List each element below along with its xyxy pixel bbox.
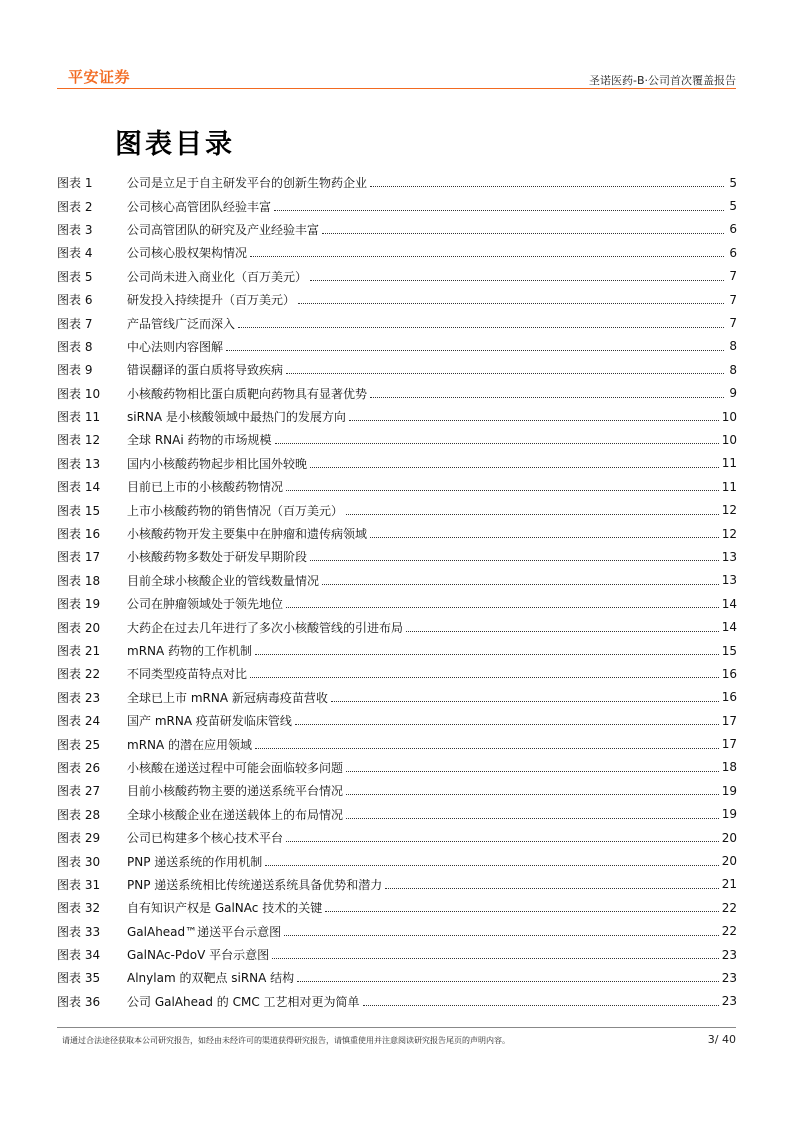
footer-disclaimer: 请通过合法途径获取本公司研究报告，如经由未经许可的渠道获得研究报告，请慎重使用并注意阅读研究报告尾页的声明内容。	[62, 1036, 510, 1045]
toc-entry[interactable]	[57, 662, 737, 685]
toc-entry-title: 公司 GalAhead 的 CMC 工艺相对更为简单	[127, 994, 360, 1009]
toc-entry[interactable]	[57, 405, 737, 428]
toc-entry[interactable]	[57, 896, 737, 919]
toc-entry-title: siRNA 是小核酸领域中最热门的发展方向	[127, 410, 346, 425]
toc-leader-dots	[370, 397, 724, 398]
toc-entry-page: 18	[721, 760, 737, 775]
toc-entry-page: 12	[721, 503, 737, 518]
toc-entry-page: 23	[721, 994, 737, 1009]
toc-entry-label: 图表 16	[57, 527, 101, 542]
toc-entry-title: 小核酸在递送过程中可能会面临较多问题	[127, 760, 344, 775]
toc-leader-dots	[284, 935, 719, 936]
toc-entry[interactable]	[57, 382, 737, 405]
toc-entry-label: 图表 34	[57, 948, 101, 963]
toc-leader-dots	[250, 256, 724, 257]
toc-entry-label: 图表 15	[57, 503, 101, 518]
toc-leader-dots	[363, 1005, 719, 1006]
toc-entry-label: 图表 32	[57, 901, 101, 916]
toc-entry-title: 公司在肿瘤领域处于领先地位	[127, 597, 284, 612]
toc-leader-dots	[286, 607, 719, 608]
toc-leader-dots	[349, 420, 719, 421]
toc-entry-page: 8	[729, 362, 737, 377]
toc-leader-dots	[310, 467, 719, 468]
toc-list	[57, 171, 737, 1013]
toc-entry-title: 大药企在过去几年进行了多次小核酸管线的引进布局	[127, 620, 404, 635]
toc-entry[interactable]	[57, 615, 737, 638]
header-divider	[57, 88, 736, 89]
toc-entry-label: 图表 17	[57, 550, 101, 565]
toc-leader-dots	[346, 514, 719, 515]
toc-entry-page: 20	[721, 854, 737, 869]
toc-entry-label: 图表 6	[57, 293, 93, 308]
toc-leader-dots	[325, 911, 719, 912]
toc-entry-title: 错误翻译的蛋白质将导致疾病	[127, 363, 284, 378]
toc-leader-dots	[250, 677, 719, 678]
toc-entry-label: 图表 22	[57, 667, 101, 682]
toc-entry-title: 产品管线广泛而深入	[127, 316, 236, 331]
toc-entry[interactable]	[57, 428, 737, 451]
toc-entry-page: 14	[721, 596, 737, 611]
toc-leader-dots	[310, 560, 719, 561]
toc-leader-dots	[331, 701, 719, 702]
toc-leader-dots	[310, 280, 724, 281]
toc-entry[interactable]	[57, 686, 737, 709]
toc-entry-title: 公司已构建多个核心技术平台	[127, 831, 284, 846]
page-number: 3/ 40	[707, 1033, 736, 1046]
toc-entry-label: 图表 5	[57, 269, 93, 284]
toc-entry[interactable]	[57, 218, 737, 241]
toc-entry[interactable]	[57, 452, 737, 475]
toc-entry-title: 公司核心高管团队经验丰富	[127, 199, 272, 214]
toc-entry-title: 公司是立足于自主研发平台的创新生物药企业	[127, 176, 368, 191]
toc-leader-dots	[226, 350, 724, 351]
toc-entry-title: mRNA 的潜在应用领域	[127, 737, 253, 752]
toc-leader-dots	[322, 233, 724, 234]
toc-entry-label: 图表 23	[57, 690, 101, 705]
toc-entry[interactable]	[57, 241, 737, 264]
toc-entry-page: 5	[729, 175, 737, 190]
toc-leader-dots	[265, 865, 718, 866]
toc-entry-page: 11	[721, 479, 737, 494]
toc-entry-page: 11	[721, 456, 737, 471]
toc-entry-title: 中心法则内容图解	[127, 339, 224, 354]
toc-entry-page: 15	[721, 643, 737, 658]
toc-entry[interactable]	[57, 498, 737, 521]
toc-entry-page: 23	[721, 970, 737, 985]
toc-entry-label: 图表 18	[57, 573, 101, 588]
toc-entry-page: 22	[721, 900, 737, 915]
toc-entry-page: 8	[729, 339, 737, 354]
toc-entry-title: 全球小核酸企业在递送载体上的布局情况	[127, 807, 344, 822]
toc-entry-label: 图表 29	[57, 831, 101, 846]
toc-leader-dots	[322, 584, 719, 585]
toc-leader-dots	[298, 303, 724, 304]
toc-entry-label: 图表 33	[57, 924, 101, 939]
toc-entry-title: 小核酸药物开发主要集中在肿瘤和遗传病领域	[127, 527, 368, 542]
toc-entry[interactable]	[57, 194, 737, 217]
toc-entry[interactable]	[57, 826, 737, 849]
toc-entry[interactable]	[57, 265, 737, 288]
toc-entry-title: 公司高管团队的研究及产业经验丰富	[127, 222, 320, 237]
toc-entry-label: 图表 20	[57, 620, 101, 635]
toc-entry-title: 自有知识产权是 GalNAc 技术的关键	[127, 901, 323, 916]
toc-entry[interactable]	[57, 873, 737, 896]
toc-entry-label: 图表 35	[57, 971, 101, 986]
page-title: 图表目录	[115, 129, 235, 160]
toc-entry[interactable]	[57, 943, 737, 966]
toc-leader-dots	[346, 794, 719, 795]
toc-entry-label: 图表 2	[57, 199, 93, 214]
toc-entry-label: 图表 14	[57, 480, 101, 495]
toc-entry-title: 全球已上市 mRNA 新冠病毒疫苗营收	[127, 690, 328, 705]
toc-entry[interactable]	[57, 288, 737, 311]
toc-entry-title: PNP 递送系统的作用机制	[127, 854, 263, 869]
toc-entry[interactable]	[57, 171, 737, 194]
toc-leader-dots	[370, 186, 724, 187]
toc-entry-title: 公司尚未进入商业化（百万美元）	[127, 269, 308, 284]
toc-entry[interactable]	[57, 545, 737, 568]
toc-entry[interactable]	[57, 920, 737, 943]
toc-entry-page: 19	[721, 807, 737, 822]
toc-entry-title: 目前全球小核酸企业的管线数量情况	[127, 573, 320, 588]
company-logo: 平安证券	[68, 68, 131, 86]
toc-entry-page: 17	[721, 713, 737, 728]
toc-entry-label: 图表 24	[57, 714, 101, 729]
toc-leader-dots	[255, 748, 719, 749]
toc-entry-title: 小核酸药物相比蛋白质靶向药物具有显著优势	[127, 386, 368, 401]
footer-divider	[57, 1027, 736, 1028]
toc-entry-page: 13	[721, 573, 737, 588]
toc-entry-title: 上市小核酸药物的销售情况（百万美元）	[127, 503, 344, 518]
toc-leader-dots	[255, 654, 719, 655]
toc-entry-label: 图表 7	[57, 316, 93, 331]
toc-entry[interactable]	[57, 779, 737, 802]
toc-entry-page: 21	[721, 877, 737, 892]
toc-entry-label: 图表 27	[57, 784, 101, 799]
toc-entry-title: 全球 RNAi 药物的市场规模	[127, 433, 272, 448]
toc-entry-page: 7	[729, 316, 737, 331]
toc-leader-dots	[238, 327, 724, 328]
toc-entry-page: 12	[721, 526, 737, 541]
toc-entry-title: GalAhead™递送平台示意图	[127, 924, 282, 939]
toc-leader-dots	[272, 958, 719, 959]
toc-leader-dots	[297, 981, 719, 982]
toc-leader-dots	[406, 631, 719, 632]
report-title: 圣诺医药-B·公司首次覆盖报告	[588, 74, 736, 87]
toc-entry[interactable]	[57, 990, 737, 1013]
toc-entry-title: 国内小核酸药物起步相比国外较晚	[127, 456, 308, 471]
toc-entry-label: 图表 10	[57, 386, 101, 401]
toc-entry-label: 图表 28	[57, 807, 101, 822]
toc-leader-dots	[286, 841, 719, 842]
toc-entry-label: 图表 31	[57, 877, 101, 892]
toc-entry[interactable]	[57, 732, 737, 755]
toc-leader-dots	[346, 818, 719, 819]
toc-entry[interactable]	[57, 569, 737, 592]
toc-entry[interactable]	[57, 756, 737, 779]
toc-entry-title: Alnylam 的双靶点 siRNA 结构	[127, 971, 295, 986]
toc-entry-title: 目前已上市的小核酸药物情况	[127, 480, 284, 495]
toc-leader-dots	[346, 771, 719, 772]
toc-entry-page: 16	[721, 690, 737, 705]
toc-entry-label: 图表 21	[57, 644, 101, 658]
toc-entry-page: 5	[729, 199, 737, 214]
toc-entry-label: 图表 36	[57, 994, 101, 1009]
toc-entry-label: 图表 4	[57, 246, 93, 261]
toc-entry-page: 23	[721, 947, 737, 962]
toc-entry-label: 图表 25	[57, 737, 101, 752]
toc-entry[interactable]	[57, 803, 737, 826]
toc-entry[interactable]	[57, 709, 737, 732]
toc-entry[interactable]	[57, 335, 737, 358]
toc-entry[interactable]	[57, 849, 737, 872]
toc-entry-page: 17	[721, 737, 737, 752]
toc-entry-title: GalNAc-PdoV 平台示意图	[127, 948, 270, 963]
toc-entry-page: 13	[721, 549, 737, 564]
toc-entry-title: PNP 递送系统相比传统递送系统具备优势和潜力	[127, 877, 383, 892]
toc-entry-label: 图表 1	[57, 176, 93, 191]
toc-leader-dots	[385, 888, 718, 889]
toc-leader-dots	[275, 443, 719, 444]
toc-entry-page: 19	[721, 783, 737, 798]
toc-entry-label: 图表 26	[57, 760, 101, 775]
toc-entry-page: 6	[729, 245, 737, 260]
toc-entry-label: 图表 9	[57, 363, 93, 378]
toc-entry[interactable]	[57, 311, 737, 334]
toc-entry-title: 公司核心股权架构情况	[127, 246, 248, 261]
toc-entry-label: 图表 30	[57, 854, 101, 869]
toc-entry-title: 研发投入持续提升（百万美元）	[127, 293, 296, 308]
toc-entry[interactable]	[57, 966, 737, 989]
toc-entry-label: 图表 3	[57, 222, 93, 237]
toc-leader-dots	[274, 210, 724, 211]
toc-entry-page: 10	[721, 409, 737, 424]
toc-entry-label: 图表 13	[57, 456, 101, 471]
toc-entry[interactable]	[57, 592, 737, 615]
toc-entry-page: 9	[729, 386, 737, 401]
toc-entry-title: 国产 mRNA 疫苗研发临床管线	[127, 714, 292, 729]
toc-entry-title: 目前小核酸药物主要的递送系统平台情况	[127, 784, 344, 799]
toc-entry-label: 图表 8	[57, 339, 93, 354]
toc-entry-title: 不同类型疫苗特点对比	[127, 667, 248, 682]
toc-leader-dots	[286, 373, 724, 374]
toc-entry-page: 7	[729, 292, 737, 307]
toc-entry-label: 图表 19	[57, 597, 101, 612]
toc-entry-page: 7	[729, 269, 737, 284]
toc-entry[interactable]	[57, 639, 737, 662]
toc-entry[interactable]	[57, 358, 737, 381]
toc-entry-page: 20	[721, 830, 737, 845]
toc-entry[interactable]	[57, 475, 737, 498]
toc-entry-page: 16	[721, 666, 737, 681]
toc-leader-dots	[370, 537, 719, 538]
toc-entry-page: 22	[721, 924, 737, 939]
toc-entry-title: 小核酸药物多数处于研发早期阶段	[127, 550, 308, 565]
toc-entry-title: mRNA 药物的工作机制	[127, 644, 253, 658]
toc-entry-label: 图表 12	[57, 433, 101, 448]
toc-entry-page: 10	[721, 432, 737, 447]
toc-leader-dots	[295, 724, 719, 725]
toc-entry-page: 14	[721, 620, 737, 635]
toc-entry[interactable]	[57, 522, 737, 545]
toc-entry-page: 6	[729, 222, 737, 237]
toc-entry-label: 图表 11	[57, 410, 101, 425]
toc-leader-dots	[286, 490, 719, 491]
